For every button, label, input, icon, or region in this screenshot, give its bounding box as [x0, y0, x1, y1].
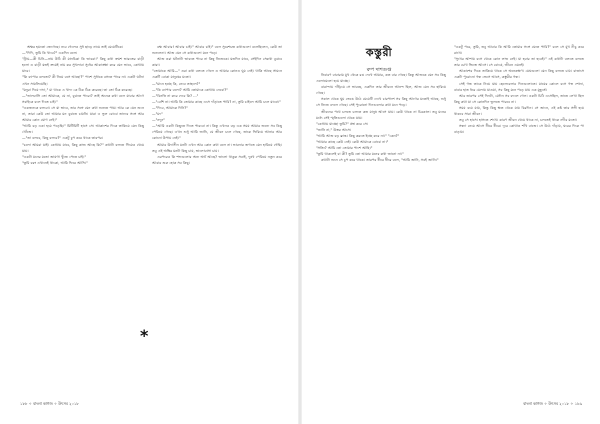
paragraph: "মনুরা দিয়ে দাদা," মা থাকে এ খাদ্য কে ঠিক ঠিক করেছে। তা তো ঠিক করেছে।: [22, 87, 133, 92]
paragraph: "তুমি থাকলেই বা কী? তুমি তো আমার মনের কথা জানো না।": [316, 152, 404, 157]
paragraph: আর তারপর সেই দিনটা, যেদিন সব বদলে গেল। একটা চিঠি এসেছিল, তাতে লেখা ছিল কিছু কথা যা সে কোনদিন ভুলতে পারবে না।: [454, 93, 584, 104]
paragraph: "তুমি বরং এখানেই থাকো, আমি ফিরে আসি।": [22, 160, 88, 165]
paragraph: সময় বয়ে যায়, কিন্তু কিছু ক্ষত থেকে যায় চিরদিন। সে জানে, এই কষ্ট তার সঙ্গী হয়ে থাকবে সারা জীবন।: [454, 105, 584, 117]
paragraph: আজ ওরা ঘটনাটা ভাবতে পারে না কিছু নিজেকে। যতদিন যাবে, সেইদিন সেকথা বুঝবে কারা।: [152, 57, 282, 68]
paragraph: —"মানে হচ্ছে কি, নেবে তাহলে?": [152, 81, 201, 86]
paragraph: "আমি আজ বড় ক্লান্ত। কিছু করতে ইচ্ছে করে না।" "কেন?": [316, 133, 400, 138]
paragraph: —"মদ": [152, 112, 163, 117]
paragraph: —"কি ব্যাপার বলো? আমি তোমাকে কোথায় নেবো?": [152, 87, 228, 92]
paragraph: "একটা মনের মতো জায়গা খুঁজে পেতে চাই।": [22, 154, 87, 159]
paragraph: জীবনের পথে চলতে চলতে কত মানুষ আসে যায়। কেউ থাকে না চিরকাল। তবু মনের মধ্যে সেই স্মৃতিগুলো থেকে যায়।: [316, 109, 446, 120]
right-page: [304, 0, 600, 424]
paragraph: আমার উদাসীন মনটা এখন আর কোন কথা বলে না। ভাবনার জগতে যেন হারিয়ে গেছি। তবু এই অস্থির মনটা কিছু চায়, ভালোবাসা চায়।: [152, 142, 282, 153]
paragraph: "তোমাকে আমি—" ওরা কথা বলতে গেলে ও আমার কোনও ঘুম নেই। থাকি আছে সামনে একটি বোকা মানুষের মতো।: [152, 69, 282, 80]
paragraph: তবু সে হাসে। হাসতে শেখে। কারণ জীবন থেমে থাকে না, চলতেই থাকে নদীর মতো।: [459, 118, 577, 123]
right-column-2: [454, 44, 584, 380]
paragraph: "আমি বড় একা হয়ে পড়েছি।" মিটিমিটি হাসে সে। আকাশের দিকে তাকিয়ে যেন কিছু খোঁজে।: [22, 124, 144, 135]
story-title-block: [304, 44, 454, 75]
paragraph: "আমার কাছে কেউ নেই। কেউ আমাকে বোঝে না।": [316, 140, 389, 145]
paragraph: "কি ব্যাপার বলতো? কী নিয়ে বসে আছো?" পাশে সুধাকে বসতে পারে না। একটা ঘটনা এখন সামলিয়েছি।: [22, 75, 144, 86]
paragraph: সকাল থেকে ঘুম ভেঙে উঠে মেয়েটি দেখে চারপাশে সব কিছু আগের মতোই আছে, শুধু সে নিজে বদলে গেছে। সেই পুরোনো দিনগুলোর কথা মনে পড়ে।: [316, 97, 446, 108]
paragraph: সেই গন্ধ তাকে নিয়ে যায় ছেলেবেলার দিনগুলোতে। মায়ের কোলে বসে গল্প শোনা, বাবার হাত ধরে মেলায় যাওয়া, সব কিছু মনে পড়ে যায় এক মুহূর্তে।: [454, 81, 584, 92]
paragraph: বারান্দায় দাঁড়িয়ে সে ভাবছে, একদিন তার জীবনে আনন্দ ছিল, আজ যেন সব হারিয়ে গেছে।: [316, 85, 446, 96]
book-gutter: [298, 0, 302, 424]
paragraph: আকাশের দিকে তাকিয়ে থাকে সে অনেকক্ষণ। মেঘগুলো যেন কিছু বলতে চায়। বাতাসে একটা পুরোনো গন্ধ ভেসে আসে, কস্তুরীর গন্ধ।: [454, 69, 584, 80]
paragraph: এরপরেও কি শব্দগুলোর অন্য অর্থ আছে? ভালো থাকুক সবাই, দুঃখ পেরিয়ে নতুন করে আবার শুরু হোক সব কিছু।: [152, 154, 282, 165]
paragraph: কথাটা শুনে সে চুপ করে থাকে। তারপর ধীরে ধীরে বলে, "আমি জানি, সবই জানি।": [321, 158, 439, 163]
paragraph: —"আমি একটা কিছুতে দিতে পারবো না। কিন্তু এখনও বড় এক সময় আমার জন্যে সব কিছু পেরিয়ে গেছে। এখন শুধু আমি জানি, যে জীবন চলে গেছে, তাকে ফিরিয়ে আনার আর কোনো উপায় নেই।": [152, 124, 282, 141]
paragraph: "একটু পরে, তুমি, তবু আবার কি আমি তোমার সঙ্গে যেতে পারি?" বলে সে মুখ নীচু করে রাখে।: [454, 45, 584, 56]
paragraph: অক্ষর হয়তো জেগেছে। নবে গেলেও সুধ ছাড়ে নামে তাই মেয়েটিকে।: [27, 45, 124, 49]
paragraph: —"বিনতি না করে দেবে কি? ...": [152, 93, 199, 98]
paragraph: —"নদুন": [152, 118, 166, 123]
paragraph: —"ভালবাসি তো আমাকে, যে না, বুঝতে পারো? তাই অনেক কথা বলে যাবার আগে সবাইকে বলে দিতে চাই।": [22, 93, 144, 104]
right-column-1: [316, 72, 446, 390]
paragraph: —"বেশি না। আমি কি তোমার কাছে এসে দাঁড়াতে পারি? না, তুমি চাইলে আমি চলে যাবো।": [152, 99, 281, 104]
paragraph: "একজনকে বলবো। সে যা ভাবে, তার সঙ্গে যেন কথা শুনতে পায়। আর কে যেন শুনে না, তারা কেউ তো আমার মন বুঝতে চায়নি। যারা এ ভুল বোঝে তাদের সঙ্গে আর আমার কোন যোগ নেই।": [22, 105, 144, 123]
left-folio: ১৮৮ ✧ বাংলা কাগজ ✧ উৎসব ২০১৮: [20, 401, 79, 406]
paragraph: —"দিদি, তুমি কি খাবে?" একদিন বলে।: [22, 51, 78, 56]
left-column-1: [22, 44, 144, 344]
paragraph: "জানি না," উত্তর আসে।: [316, 127, 352, 132]
story-title: কস্তুরী: [365, 46, 393, 59]
paragraph: "সত্যি? আমি তো তোমার পাশে আছি।": [316, 146, 373, 151]
paragraph: "ট্রাম—কী চিনি—নায় উঠি কী মানচিত্রা কি ভাবরা।" কিছু কথা ক্রমশ ভারতের বাড়ী হলো ও বাড়ী যতই ক্রমেই নাম কর সুখলাবা সুধের আকাঙ্ক্ষা করে যেন ভাবে, কোথায় যাবে।: [22, 57, 144, 74]
paragraph: "কোথায় যাচ্ছো তুমি?" প্রশ্ন করে সে।: [316, 121, 369, 126]
paragraph: —"তা বলবে, কিছু বলবে?" একটু চুপ করে থাকে তারপর।: [22, 136, 104, 141]
story-author: রুপ দাশগুপ্ত: [366, 67, 392, 73]
paragraph: বক্ষ আবার! আবার চাই।" আবার চাই।" বলে সুরেশচন্দ্র কথাগুলো বলেছিলেন, কেউ তা শুনলেনা। আজ যেন সে কথাগুলো মনে পড়ে।: [152, 45, 282, 56]
paragraph: "সুখের আশায় বসে থেকে কোন লাভ নেই। যা হবার তা হবেই।" এই কথাটা বলতে বলতে তার চোখ ভিজে আসে। সে বোঝে, জীবন এমনই।: [454, 57, 584, 68]
right-folio: বাংলা কাগজ ✧ উৎসব ২০১৮ ✧ ১৮৯: [523, 401, 582, 406]
paragraph: "চলো আমরা যাই। কোথায় যাবে, কিছু কাজ আছে কি?" কথাটা বলতে গিয়েও থেমে যায়।: [22, 142, 144, 153]
section-break-asterisk: *: [140, 326, 149, 345]
paragraph: নিবারণ বাবারাম মুখ থেকে রঙ দেখে আমার, কত বার গেছে। কিন্তু আজকে যেন সব কিছু এলোমেলো হয়ে যাচ্ছে।: [316, 73, 446, 84]
left-column-2: [152, 44, 282, 284]
paragraph: সন্ধ্যা নেমে আসে ধীরে ধীরে। দূরে কোথাও শাঁখ বাজে। সে উঠে দাঁড়ায়, ঘরের দিকে পা বাড়ায়।: [454, 124, 584, 135]
paragraph: —"দিবে, আমাকে দিনি?": [152, 105, 188, 110]
left-page: [0, 0, 296, 424]
